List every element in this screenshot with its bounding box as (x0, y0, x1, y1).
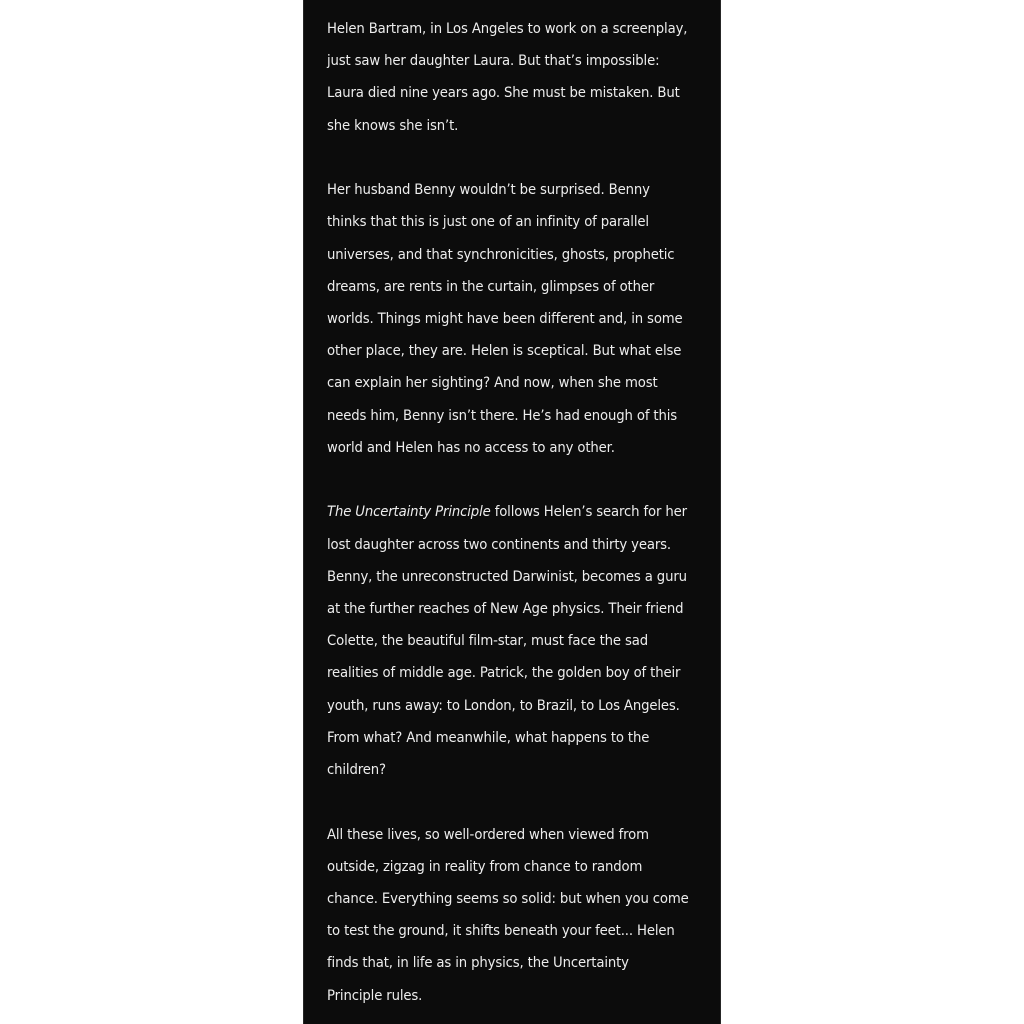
text-line: lost daughter across two continents and thirty years. (327, 536, 671, 553)
text-line: outside, zigzag in reality from chance to random (327, 858, 643, 875)
text-line: dreams, are rents in the curtain, glimpses of other (327, 278, 655, 295)
blurb-paragraph-2 (327, 174, 683, 464)
text-line (327, 496, 687, 528)
text-line: other place, they are. Helen is sceptical. But what else (327, 343, 682, 360)
text-line: universes, and that synchronicities, ghosts, prophetic (327, 246, 675, 263)
blurb-paragraph-1 (327, 13, 688, 142)
text-line: to test the ground, it shifts beneath your feet... Helen (327, 923, 675, 940)
text-line: From what? And meanwhile, what happens to the (327, 729, 650, 746)
text-line: Principle rules. (327, 987, 423, 1004)
text-line-rest: follows Helen’s search for her (490, 504, 687, 521)
text-line: realities of middle age. Patrick, the golden boy of their (327, 665, 681, 682)
text-line: Benny, the unreconstructed Darwinist, becomes a guru (327, 568, 687, 585)
text-line: just saw her daughter Laura. But that’s impossible: (327, 53, 660, 70)
text-line: children? (327, 762, 386, 779)
text-line: Helen Bartram, in Los Angeles to work on a screenplay, (327, 21, 688, 37)
text-line: she knows she isn’t. (327, 117, 459, 134)
blurb-paragraph-4 (327, 819, 689, 1012)
text-line: youth, runs away: to London, to Brazil, to Los Angeles. (327, 697, 680, 714)
text-line: chance. Everything seems so solid: but when you come (327, 891, 689, 908)
text-line: Laura died nine years ago. She must be mistaken. But (327, 85, 680, 102)
text-line: needs him, Benny isn’t there. He’s had enough of this (327, 407, 678, 424)
blurb-text (327, 13, 689, 1012)
text-line: at the further reaches of New Age physics. Their friend (327, 601, 684, 618)
text-line: Colette, the beautiful film-star, must face the sad (327, 633, 648, 650)
text-line: thinks that this is just one of an infinity of parallel (327, 214, 649, 231)
text-line: can explain her sighting? And now, when she most (327, 375, 658, 392)
text-line: finds that, in life as in physics, the Uncertainty (327, 955, 629, 972)
text-line: world and Helen has no access to any other. (327, 439, 615, 456)
book-jacket-flap (303, 0, 721, 1024)
blurb-paragraph-3 (327, 496, 687, 786)
book-title: The Uncertainty Principle (327, 504, 491, 521)
text-line: All these lives, so well-ordered when viewed from (327, 826, 649, 843)
text-line: Her husband Benny wouldn’t be surprised. Benny (327, 182, 650, 199)
text-line: worlds. Things might have been different and, in some (327, 311, 683, 328)
